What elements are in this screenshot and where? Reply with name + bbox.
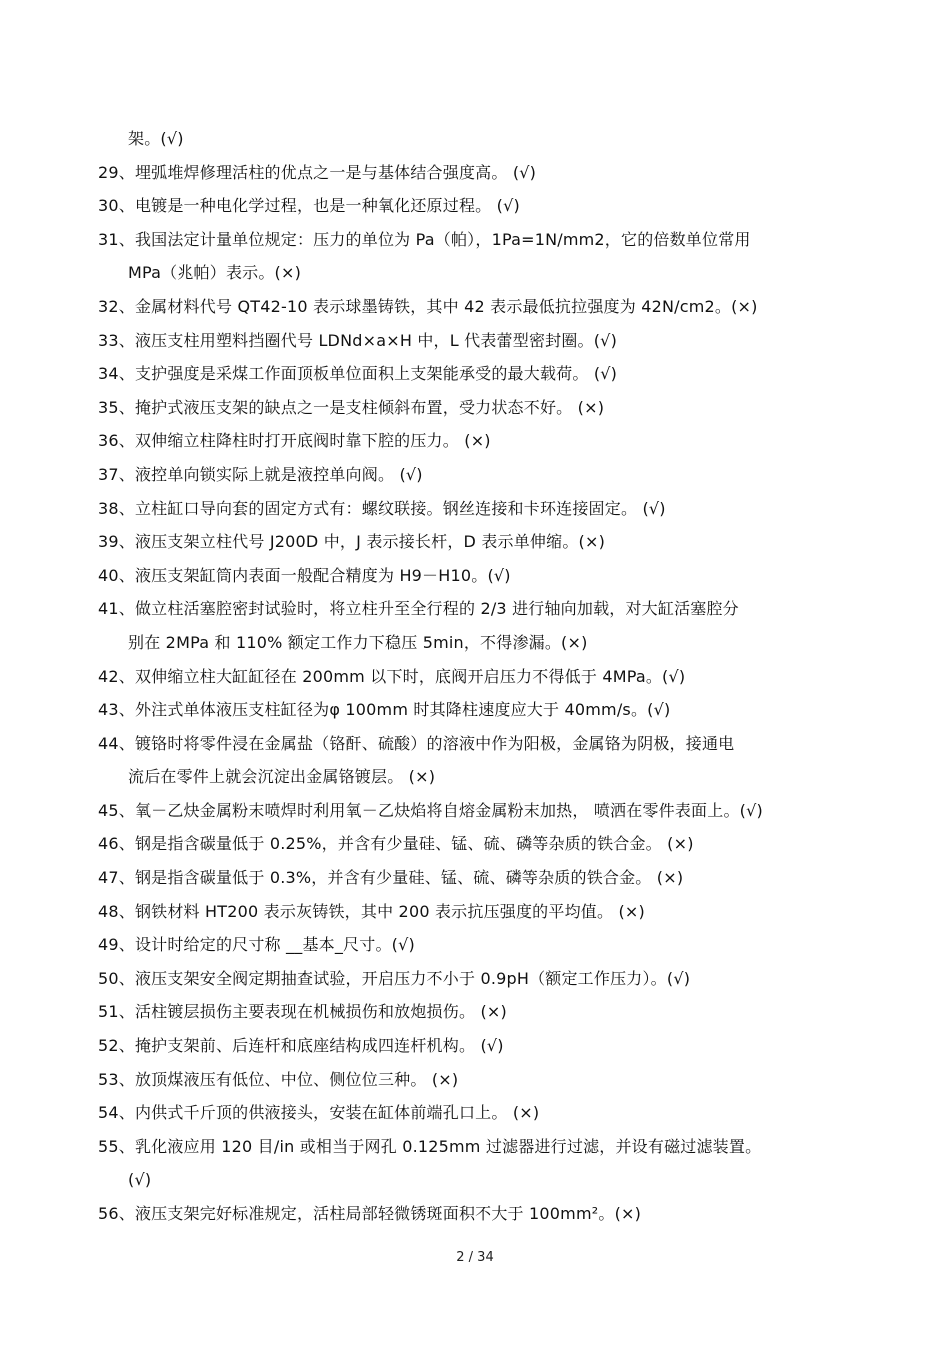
question-line: 48、钢铁材料 HT200 表示灰铸铁，其中 200 表示抗压强度的平均值。 (×) <box>98 901 645 921</box>
question-continuation-line: (√) <box>128 1170 152 1190</box>
question-line: 45、氧－乙炔金属粉末喷焊时利用氧－乙炔焰将自熔金属粉末加热， 喷洒在零件表面上。(√) <box>98 800 763 820</box>
question-list <box>98 122 878 1231</box>
question-line: 37、液控单向锁实际上就是液控单向阀。 (√) <box>98 464 423 484</box>
question-line: 32、金属材料代号 QT42-10 表示球墨铸铁，其中 42 表示最低抗拉强度为 42N/cm2。(×) <box>98 296 758 316</box>
question-line: 34、支护强度是采煤工作面顶板单位面积上支架能承受的最大载荷。 (√) <box>98 364 618 384</box>
question-line: 53、放顶煤液压有低位、中位、侧位位三种。 (×) <box>98 1069 459 1089</box>
question-line: 33、液压支柱用塑料挡圈代号 LDNd×a×H 中，L 代表蕾型密封圈。(√) <box>98 330 618 350</box>
question-continuation-line: 流后在零件上就会沉淀出金属铬镀层。 (×) <box>128 767 436 787</box>
question-continuation-line: 架。(√) <box>128 129 184 148</box>
question-line: 55、乳化液应用 120 目/in 或相当于网孔 0.125mm 过滤器进行过滤，并设有磁过滤装置。 <box>98 1136 762 1156</box>
question-line: 35、掩护式液压支架的缺点之一是支柱倾斜布置，受力状态不好。 (×) <box>98 397 605 417</box>
question-line: 39、液压支架立柱代号 J200D 中，J 表示接长杆，D 表示单伸缩。(×) <box>98 532 606 552</box>
question-line: 50、液压支架安全阀定期抽查试验，开启压力不小于 0.9pH（额定工作压力）。(√) <box>98 968 691 988</box>
page-number: 2 / 34 <box>456 1250 494 1265</box>
question-line: 36、双伸缩立柱降柱时打开底阀时靠下腔的压力。 (×) <box>98 431 491 451</box>
question-continuation-line: 别在 2MPa 和 110% 额定工作力下稳压 5min，不得渗漏。(×) <box>128 632 588 652</box>
question-line: 31、我国法定计量单位规定：压力的单位为 Pa（帕），1Pa=1N/mm2，它的倍数单位常用 <box>98 229 751 249</box>
question-line: 42、双伸缩立柱大缸缸径在 200mm 以下时，底阀开启压力不得低于 4MPa。(√) <box>98 666 686 686</box>
question-line: 49、设计时给定的尺寸称 __基本_尺寸。(√) <box>98 935 415 955</box>
question-line: 51、活柱镀层损伤主要表现在机械损伤和放炮损伤。 (×) <box>98 1002 507 1022</box>
question-line: 41、做立柱活塞腔密封试验时，将立柱升至全行程的 2/3 进行轴向加载，对大缸活塞腔分 <box>98 599 739 619</box>
question-line: 29、埋弧堆焊修理活柱的优点之一是与基体结合强度高。 (√) <box>98 162 537 182</box>
question-line: 54、内供式千斤顶的供液接头，安装在缸体前端孔口上。 (×) <box>98 1103 540 1123</box>
question-line: 30、电镀是一种电化学过程，也是一种氧化还原过程。 (√) <box>98 196 520 216</box>
question-line: 43、外注式单体液压支柱缸径为φ 100mm 时其降柱速度应大于 40mm/s。(√) <box>98 700 671 720</box>
question-line: 46、钢是指含碳量低于 0.25%，并含有少量硅、锰、硫、磷等杂质的铁合金。 (×) <box>98 834 694 854</box>
question-line: 44、镀铬时将零件浸在金属盐（铬酐、硫酸）的溶液中作为阳极，金属铬为阴极，接通电 <box>98 733 735 753</box>
question-line: 52、掩护支架前、后连杆和底座结构成四连杆机构。 (√) <box>98 1036 504 1056</box>
question-continuation-line: MPa（兆帕）表示。(×) <box>128 263 302 283</box>
question-line: 56、液压支架完好标准规定，活柱局部轻微锈斑面积不大于 100mm²。(×) <box>98 1204 642 1223</box>
question-line: 40、液压支架缸筒内表面一般配合精度为 H9－H10。(√) <box>98 565 511 585</box>
question-line: 38、立柱缸口导向套的固定方式有：螺纹联接。钢丝连接和卡环连接固定。 (√) <box>98 498 666 518</box>
question-line: 47、钢是指含碳量低于 0.3%，并含有少量硅、锰、硫、磷等杂质的铁合金。 (×) <box>98 868 684 888</box>
